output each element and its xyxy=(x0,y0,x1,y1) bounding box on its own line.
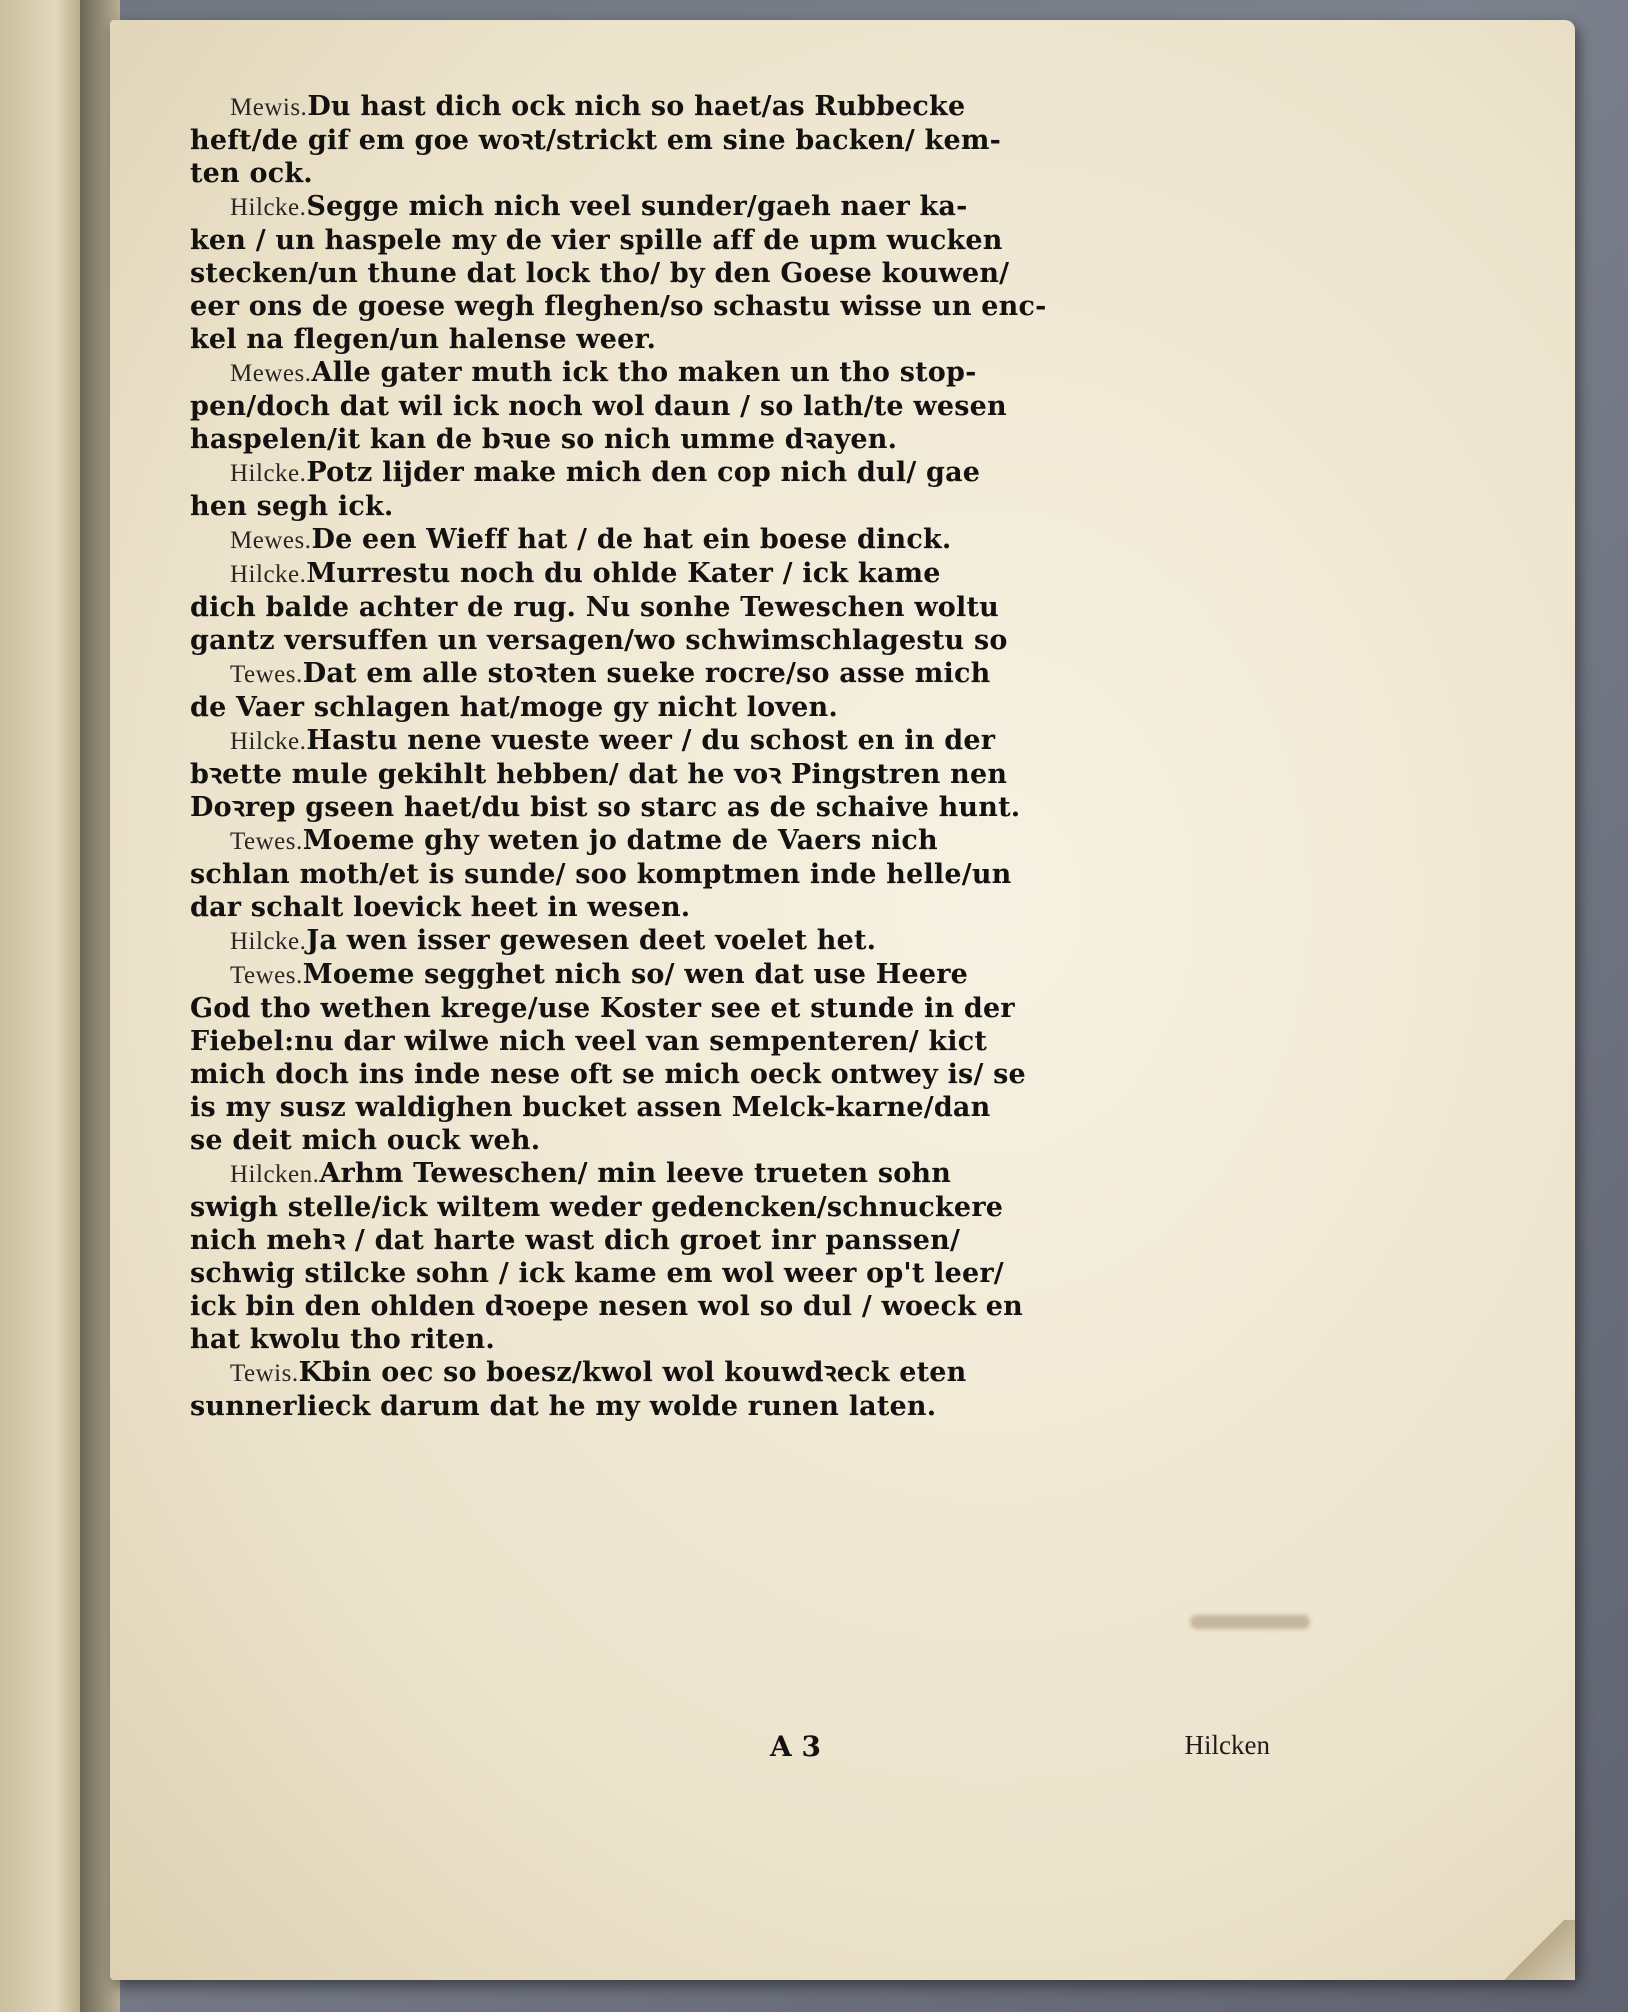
line-text: kel na flegen/un halense weer. xyxy=(190,324,657,355)
text-line xyxy=(190,490,1270,523)
text-line xyxy=(190,257,1270,290)
text-line xyxy=(190,1091,1270,1124)
text-line xyxy=(190,1124,1270,1157)
line-text: sunnerlieck darum dat he my wolde runen laten. xyxy=(190,1391,937,1422)
text-line xyxy=(190,356,1270,390)
line-text: De een Wieff hat / de hat ein boese dinck. xyxy=(311,524,952,555)
line-text: dich balde achter de rug. Nu sonhe Teweschen woltu xyxy=(190,592,999,623)
text-line xyxy=(190,1356,1270,1390)
speaker-name: Hilcken. xyxy=(230,1161,320,1188)
line-text: ick bin den ohlden dꝛoepe nesen wol so dul / woeck en xyxy=(190,1291,1023,1322)
line-text: Segge mich nich veel sunder/gaeh naer ka- xyxy=(306,191,968,222)
line-text: Moeme ghy weten jo datme de Vaers nich xyxy=(302,825,938,856)
signature-mark: A 3 xyxy=(770,1730,821,1763)
line-text: Du hast dich ock nich so haet/as Rubbecke xyxy=(307,91,966,122)
line-text: schwig stilcke sohn / ick kame em wol weer op't leer/ xyxy=(190,1258,1004,1289)
speaker-name: Hilcke. xyxy=(230,728,307,755)
text-line xyxy=(190,624,1270,657)
line-text: eer ons de goese wegh fleghen/so schastu wisse un enc- xyxy=(190,291,1047,322)
line-text: Moeme segghet nich so/ wen dat use Heere xyxy=(302,959,969,990)
speaker-name: Hilcke. xyxy=(230,194,307,221)
text-line xyxy=(190,523,1270,557)
line-text: Dat em alle stoꝛten sueke rocre/so asse mich xyxy=(302,658,991,689)
speaker-name: Mewis. xyxy=(230,94,308,121)
catchword: Hilcken xyxy=(1184,1730,1270,1760)
line-text: bꝛette mule gekihlt hebben/ dat he voꝛ Pingstren nen xyxy=(190,759,1008,790)
speaker-name: Hilcke. xyxy=(230,928,307,955)
text-line xyxy=(190,591,1270,624)
line-text: Arhm Teweschen/ min leeve trueten sohn xyxy=(319,1158,952,1189)
text-line xyxy=(190,190,1270,224)
speaker-name: Tewis. xyxy=(230,1360,299,1387)
line-text: de Vaer schlagen hat/moge gy nicht loven. xyxy=(190,692,838,723)
line-text: is my susz waldighen bucket assen Melck-karne/dan xyxy=(190,1092,991,1123)
folded-corner xyxy=(1505,1920,1575,1980)
text-line xyxy=(190,657,1270,691)
line-text: swigh stelle/ick wiltem weder gedencken/schnuckere xyxy=(190,1192,1004,1223)
line-text: hen segh ick. xyxy=(190,491,394,522)
text-line xyxy=(190,924,1270,958)
line-text: schlan moth/et is sunde/ soo komptmen inde helle/un xyxy=(190,859,1012,890)
page-text xyxy=(190,90,1270,1423)
text-line xyxy=(190,1390,1270,1423)
line-text: haspelen/it kan de bꝛue so nich umme dꝛayen. xyxy=(190,424,898,455)
text-line xyxy=(190,824,1270,858)
text-line xyxy=(190,958,1270,992)
page-footer xyxy=(190,1730,1270,1770)
text-line xyxy=(190,290,1270,323)
text-line xyxy=(190,423,1270,456)
text-line xyxy=(190,992,1270,1025)
facing-page-edge xyxy=(0,0,80,2012)
line-text: stecken/un thune dat lock tho/ by den Goese kouwen/ xyxy=(190,258,1010,289)
text-line xyxy=(190,224,1270,257)
line-text: Potz lijder make mich den cop nich dul/ gae xyxy=(306,457,981,488)
line-text: se deit mich ouck weh. xyxy=(190,1125,541,1156)
text-line xyxy=(190,891,1270,924)
line-text: heft/de gif em goe woꝛt/strickt em sine backen/ kem- xyxy=(190,125,1001,156)
text-line xyxy=(190,1157,1270,1191)
line-text: gantz versuffen un versagen/wo schwimschlagestu so xyxy=(190,625,1008,656)
line-text: hat kwolu tho riten. xyxy=(190,1324,495,1355)
text-line xyxy=(190,691,1270,724)
text-line xyxy=(190,1290,1270,1323)
text-line xyxy=(190,791,1270,824)
line-text: Kbin oec so boesz/kwol wol kouwdꝛeck eten xyxy=(298,1357,967,1388)
text-line xyxy=(190,157,1270,190)
book-page xyxy=(110,20,1575,1980)
line-text: ten ock. xyxy=(190,158,313,189)
speaker-name: Tewes. xyxy=(230,828,303,855)
line-text: Fiebel:nu dar wilwe nich veel van sempenteren/ kict xyxy=(190,1026,988,1057)
speaker-name: Mewes. xyxy=(230,360,312,387)
line-text: mich doch ins inde nese oft se mich oeck ontwey is/ se xyxy=(190,1059,1026,1090)
text-line xyxy=(190,858,1270,891)
line-text: God tho wethen krege/use Koster see et stunde in der xyxy=(190,993,1015,1024)
text-line xyxy=(190,390,1270,423)
text-line xyxy=(190,124,1270,157)
text-line xyxy=(190,1025,1270,1058)
text-line xyxy=(190,1323,1270,1356)
line-text: Ja wen isser gewesen deet voelet het. xyxy=(306,925,877,956)
text-line xyxy=(190,1224,1270,1257)
line-text: pen/doch dat wil ick noch wol daun / so lath/te wesen xyxy=(190,391,1007,422)
text-line xyxy=(190,1257,1270,1290)
text-line xyxy=(190,456,1270,490)
text-line xyxy=(190,90,1270,124)
speaker-name: Hilcke. xyxy=(230,561,307,588)
line-text: nich mehꝛ / dat harte wast dich groet inr panssen/ xyxy=(190,1225,961,1256)
page-stain xyxy=(1190,1615,1310,1629)
text-line xyxy=(190,557,1270,591)
line-text: ken / un haspele my de vier spille aff de upm wucken xyxy=(190,225,1003,256)
speaker-name: Mewes. xyxy=(230,527,312,554)
line-text: Hastu nene vueste weer / du schost en in der xyxy=(306,725,996,756)
text-line xyxy=(190,1058,1270,1091)
line-text: Murrestu noch du ohlde Kater / ick kame xyxy=(306,558,941,589)
text-line xyxy=(190,758,1270,791)
speaker-name: Tewes. xyxy=(230,962,303,989)
line-text: Alle gater muth ick tho maken un tho stop- xyxy=(311,357,977,388)
line-text: Doꝛrep gseen haet/du bist so starc as de schaive hunt. xyxy=(190,792,1021,823)
line-text: dar schalt loevick heet in wesen. xyxy=(190,892,691,923)
text-line xyxy=(190,323,1270,356)
speaker-name: Tewes. xyxy=(230,661,303,688)
text-line xyxy=(190,1191,1270,1224)
text-line xyxy=(190,724,1270,758)
speaker-name: Hilcke. xyxy=(230,460,307,487)
